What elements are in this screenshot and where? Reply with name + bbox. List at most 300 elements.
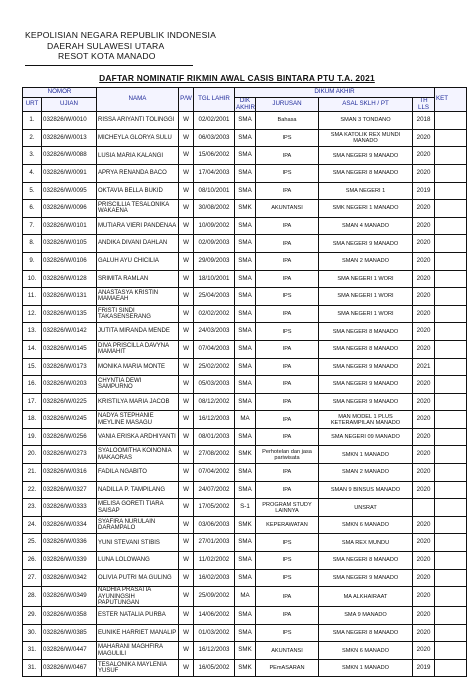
gender-cell: W (179, 624, 194, 642)
school-origin-cell: SMA NEGERI 9 MANADO (319, 569, 413, 587)
school-origin-cell: SMAN 9 BINSUS MANADO (319, 481, 413, 499)
gender-cell: W (179, 252, 194, 270)
exam-number-cell: 032826/W/0225 (42, 393, 97, 411)
row-number-cell: 3. (23, 147, 42, 165)
row-number-cell: 1. (23, 112, 42, 130)
education-level-cell: SMK (235, 446, 256, 464)
remarks-cell (435, 252, 467, 270)
education-level-cell: SMA (235, 217, 256, 235)
row-number-cell: 11. (23, 288, 42, 306)
candidate-name-cell: DIVA PRISCILLA DAVYNA MAMAHIT (97, 340, 179, 358)
exam-number-cell: 032826/W/0145 (42, 340, 97, 358)
gender-cell: W (179, 393, 194, 411)
table-row (23, 552, 467, 570)
remarks-cell (435, 323, 467, 341)
table-row (23, 624, 467, 642)
table-row (23, 305, 467, 323)
exam-number-cell: 032826/W/0203 (42, 376, 97, 394)
exam-number-cell: 032826/W/0333 (42, 499, 97, 517)
gender-cell: W (179, 129, 194, 147)
school-origin-cell: MA ALKHAIRAAT (319, 587, 413, 607)
graduation-year-cell: 2020 (413, 235, 435, 253)
education-level-cell: S-1 (235, 499, 256, 517)
table-row (23, 358, 467, 376)
gender-cell: W (179, 659, 194, 677)
candidate-name-cell: MUTIARA VIERI PANDENAA (97, 217, 179, 235)
birth-date-cell: 06/03/2003 (194, 129, 235, 147)
education-level-cell: SMA (235, 534, 256, 552)
gender-cell: W (179, 340, 194, 358)
major-cell: Bahasa (256, 112, 319, 130)
gender-cell: W (179, 323, 194, 341)
school-origin-cell: SMAN 2 MANADO (319, 252, 413, 270)
school-origin-cell: SMA NEGERI 1 WORI (319, 288, 413, 306)
exam-number-cell: 032826/W/0273 (42, 446, 97, 464)
remarks-cell (435, 393, 467, 411)
school-origin-cell: MAN MODEL 1 PLUS KETERAMPILAN MANADO (319, 411, 413, 429)
header-ket: KET (435, 88, 467, 112)
major-cell: KEPERAWATAN (256, 516, 319, 534)
education-level-cell: SMA (235, 358, 256, 376)
education-level-cell: SMA (235, 147, 256, 165)
gender-cell: W (179, 587, 194, 607)
birth-date-cell: 16/05/2002 (194, 659, 235, 677)
table-row (23, 587, 467, 607)
birth-date-cell: 24/03/2003 (194, 323, 235, 341)
row-number-cell: 10. (23, 270, 42, 288)
candidate-name-cell: CHYNTIA DEWI SAMPURNO (97, 376, 179, 394)
graduation-year-cell (413, 499, 435, 517)
graduation-year-cell: 2020 (413, 464, 435, 482)
education-level-cell: SMA (235, 393, 256, 411)
gender-cell: W (179, 516, 194, 534)
row-number-cell: 18. (23, 411, 42, 429)
school-origin-cell: SMK NEGERI 1 MANADO (319, 200, 413, 218)
candidate-name-cell: NADYA STEPHANIE MEYLINE MASAGU (97, 411, 179, 429)
school-origin-cell: SMKN 1 MANADO (319, 446, 413, 464)
birth-date-cell: 14/06/2002 (194, 607, 235, 625)
candidate-name-cell: APRYA RENANDA BACO (97, 164, 179, 182)
document-title: DAFTAR NOMINATIF RIKMIN AWAL CASIS BINTARA PTU T.A. 2021 (99, 73, 375, 83)
candidate-name-cell: MICHEYLA GLORYA SULU (97, 129, 179, 147)
exam-number-cell: 032826/W/0096 (42, 200, 97, 218)
birth-date-cell: 07/04/2002 (194, 464, 235, 482)
major-cell: IPS (256, 534, 319, 552)
birth-date-cell: 24/07/2002 (194, 481, 235, 499)
education-level-cell: SMA (235, 323, 256, 341)
exam-number-cell: 032826/W/0128 (42, 270, 97, 288)
row-number-cell: 25. (23, 534, 42, 552)
remarks-cell (435, 516, 467, 534)
candidate-name-cell: GALUH AYU CHICILIA (97, 252, 179, 270)
school-origin-cell: SMAN 2 MANADO (319, 464, 413, 482)
header-urt: URT (23, 98, 42, 112)
remarks-cell (435, 305, 467, 323)
remarks-cell (435, 569, 467, 587)
gender-cell: W (179, 217, 194, 235)
gender-cell: W (179, 164, 194, 182)
row-number-cell: 14. (23, 340, 42, 358)
row-number-cell: 29. (23, 607, 42, 625)
school-origin-cell: SMA NEGERI 1 WORI (319, 270, 413, 288)
graduation-year-cell: 2019 (413, 659, 435, 677)
exam-number-cell: 032826/W/0010 (42, 112, 97, 130)
major-cell: IPA (256, 607, 319, 625)
graduation-year-cell: 2019 (413, 182, 435, 200)
candidate-name-cell: LUNA LOLOWANG (97, 552, 179, 570)
exam-number-cell: 032826/W/0135 (42, 305, 97, 323)
candidate-name-cell: ANASTASYA KRISTIN MAMAEAH (97, 288, 179, 306)
school-origin-cell: SMA NEGERI 8 MANADO (319, 552, 413, 570)
birth-date-cell: 07/04/2003 (194, 340, 235, 358)
school-origin-cell: SMAN 4 MANADO (319, 217, 413, 235)
school-origin-cell: SMA NEGERI 1 WORI (319, 305, 413, 323)
candidate-name-cell: YUNI STEVANI STIBIS (97, 534, 179, 552)
candidate-name-cell: OLIVIA PUTRI MA GULING (97, 569, 179, 587)
remarks-cell (435, 340, 467, 358)
header-ujian: UJIAN (42, 98, 97, 112)
remarks-cell (435, 270, 467, 288)
school-origin-cell: SMAN 3 TONDANO (319, 112, 413, 130)
table-row (23, 607, 467, 625)
graduation-year-cell: 2020 (413, 587, 435, 607)
row-number-cell: 13. (23, 323, 42, 341)
major-cell: IPA (256, 182, 319, 200)
letterhead-line-2: DAERAH SULAWESI UTARA (47, 40, 165, 51)
remarks-cell (435, 607, 467, 625)
table-row (23, 376, 467, 394)
table-row (23, 147, 467, 165)
table-row (23, 270, 467, 288)
major-cell: IPS (256, 129, 319, 147)
row-number-cell: 16. (23, 376, 42, 394)
exam-number-cell: 032826/W/0334 (42, 516, 97, 534)
remarks-cell (435, 217, 467, 235)
graduation-year-cell: 2020 (413, 393, 435, 411)
table-body (23, 112, 467, 677)
row-number-cell: 31. (23, 659, 42, 677)
major-cell: IPA (256, 147, 319, 165)
remarks-cell (435, 235, 467, 253)
table-row (23, 200, 467, 218)
remarks-cell (435, 428, 467, 446)
graduation-year-cell: 2020 (413, 534, 435, 552)
major-cell: IPA (256, 358, 319, 376)
table-row (23, 534, 467, 552)
major-cell: IPS (256, 164, 319, 182)
candidate-name-cell: MONIKA MARIA MONTE (97, 358, 179, 376)
education-level-cell: SMA (235, 252, 256, 270)
exam-number-cell: 032826/W/0358 (42, 607, 97, 625)
table-row (23, 164, 467, 182)
birth-date-cell: 27/01/2003 (194, 534, 235, 552)
education-level-cell: MA (235, 587, 256, 607)
remarks-cell (435, 552, 467, 570)
row-number-cell: 22. (23, 481, 42, 499)
birth-date-cell: 18/10/2001 (194, 270, 235, 288)
education-level-cell: MA (235, 411, 256, 429)
exam-number-cell: 032826/W/0327 (42, 481, 97, 499)
row-number-cell: 15. (23, 358, 42, 376)
remarks-cell (435, 534, 467, 552)
header-dikum-akhir: DIKUM AKHIR (235, 88, 435, 98)
birth-date-cell: 25/02/2002 (194, 358, 235, 376)
candidate-name-cell: NADHIA PRASATIA AYUNINGSIH PAPUTUNGAN (97, 587, 179, 607)
table-row (23, 446, 467, 464)
graduation-year-cell: 2020 (413, 288, 435, 306)
exam-number-cell: 032826/W/0245 (42, 411, 97, 429)
row-number-cell: 26. (23, 552, 42, 570)
row-number-cell: 24. (23, 516, 42, 534)
graduation-year-cell: 2020 (413, 569, 435, 587)
table-row (23, 428, 467, 446)
remarks-cell (435, 481, 467, 499)
candidate-name-cell: PRISCILLIA TESALONIKA WAKAENA (97, 200, 179, 218)
birth-date-cell: 05/03/2003 (194, 376, 235, 394)
birth-date-cell: 08/12/2002 (194, 393, 235, 411)
exam-number-cell: 032826/W/0142 (42, 323, 97, 341)
school-origin-cell: SMA NEGERI 1 (319, 182, 413, 200)
candidate-name-cell: JUTITA MIRANDA MENDE (97, 323, 179, 341)
exam-number-cell: 032826/W/0385 (42, 624, 97, 642)
header-nama: NAMA (97, 88, 179, 112)
birth-date-cell: 03/06/2003 (194, 516, 235, 534)
exam-number-cell: 032826/W/0336 (42, 534, 97, 552)
gender-cell: W (179, 411, 194, 429)
row-number-cell: 5. (23, 182, 42, 200)
major-cell: IPS (256, 552, 319, 570)
row-number-cell: 21. (23, 464, 42, 482)
gender-cell: W (179, 147, 194, 165)
education-level-cell: SMA (235, 624, 256, 642)
candidate-name-cell: SYALOOMITHA KOINONIA MAKAORAS (97, 446, 179, 464)
header-tgl-lahir: TGL LAHIR (194, 88, 235, 112)
table-row (23, 659, 467, 677)
table-row (23, 288, 467, 306)
major-cell: IPA (256, 411, 319, 429)
major-cell: IPA (256, 428, 319, 446)
candidate-name-cell: MAHARANI MAGHFIRA MAGULILI (97, 642, 179, 660)
school-origin-cell: SMA NEGERI 9 MANADO (319, 147, 413, 165)
candidate-name-cell: VANIA ERISKA ARDHIYANTI (97, 428, 179, 446)
candidate-name-cell: OKTAVIA BELLA BUKID (97, 182, 179, 200)
graduation-year-cell: 2020 (413, 552, 435, 570)
major-cell: IPA (256, 340, 319, 358)
education-level-cell: SMA (235, 182, 256, 200)
table-row (23, 129, 467, 147)
birth-date-cell: 25/09/2002 (194, 587, 235, 607)
remarks-cell (435, 464, 467, 482)
candidate-name-cell: NADILLA P. TAMPILANG (97, 481, 179, 499)
birth-date-cell: 29/09/2003 (194, 252, 235, 270)
graduation-year-cell: 2020 (413, 200, 435, 218)
exam-number-cell: 032826/W/0342 (42, 569, 97, 587)
school-origin-cell: SMKN 6 MANADO (319, 516, 413, 534)
exam-number-cell: 032826/W/0101 (42, 217, 97, 235)
birth-date-cell: 02/02/2002 (194, 305, 235, 323)
exam-number-cell: 032826/W/0105 (42, 235, 97, 253)
birth-date-cell: 15/06/2002 (194, 147, 235, 165)
gender-cell: W (179, 235, 194, 253)
school-origin-cell: SMA NEGERI 9 MANADO (319, 235, 413, 253)
gender-cell: W (179, 270, 194, 288)
graduation-year-cell: 2020 (413, 607, 435, 625)
graduation-year-cell: 2020 (413, 147, 435, 165)
graduation-year-cell: 2020 (413, 642, 435, 660)
education-level-cell: SMK (235, 659, 256, 677)
exam-number-cell: 032826/W/0095 (42, 182, 97, 200)
education-level-cell: SMA (235, 270, 256, 288)
table-row (23, 642, 467, 660)
remarks-cell (435, 200, 467, 218)
table-header-row-2 (23, 98, 467, 112)
gender-cell: W (179, 305, 194, 323)
exam-number-cell: 032826/W/0316 (42, 464, 97, 482)
letterhead-line-1: KEPOLISIAN NEGARA REPUBLIK INDONESIA (25, 30, 217, 40)
birth-date-cell: 30/08/2002 (194, 200, 235, 218)
education-level-cell: SMA (235, 428, 256, 446)
birth-date-cell: 11/02/2002 (194, 552, 235, 570)
gender-cell: W (179, 607, 194, 625)
exam-number-cell: 032826/W/0131 (42, 288, 97, 306)
graduation-year-cell: 2020 (413, 516, 435, 534)
education-level-cell: SMA (235, 288, 256, 306)
school-origin-cell: UNSRAT (319, 499, 413, 517)
header-dik-akhir: DIK AKHIR (236, 97, 255, 111)
row-number-cell: 7. (23, 217, 42, 235)
school-origin-cell: SMA REX MUNDU (319, 534, 413, 552)
birth-date-cell: 16/02/2003 (194, 569, 235, 587)
table-row (23, 516, 467, 534)
major-cell: AKUNTANSI (256, 642, 319, 660)
table-row (23, 252, 467, 270)
birth-date-cell: 10/09/2002 (194, 217, 235, 235)
graduation-year-cell: 2020 (413, 217, 435, 235)
remarks-cell (435, 624, 467, 642)
exam-number-cell: 032826/W/0339 (42, 552, 97, 570)
remarks-cell (435, 147, 467, 165)
candidate-name-cell: TESALONIKA MAYLENIA YUSUF (97, 659, 179, 677)
gender-cell: W (179, 464, 194, 482)
table-row (23, 481, 467, 499)
remarks-cell (435, 587, 467, 607)
graduation-year-cell: 2020 (413, 129, 435, 147)
birth-date-cell: 16/12/2003 (194, 642, 235, 660)
gender-cell: W (179, 182, 194, 200)
education-level-cell: SMA (235, 607, 256, 625)
birth-date-cell: 08/10/2001 (194, 182, 235, 200)
exam-number-cell: 032826/W/0013 (42, 129, 97, 147)
major-cell: IPS (256, 288, 319, 306)
exam-number-cell: 032826/W/0106 (42, 252, 97, 270)
graduation-year-cell: 2020 (413, 164, 435, 182)
graduation-year-cell: 2020 (413, 323, 435, 341)
education-level-cell: SMA (235, 112, 256, 130)
remarks-cell (435, 164, 467, 182)
birth-date-cell: 01/03/2002 (194, 624, 235, 642)
education-level-cell: SMA (235, 464, 256, 482)
education-level-cell: SMA (235, 569, 256, 587)
school-origin-cell: SMA KATOLIK REX MUNDI MANADO (319, 129, 413, 147)
birth-date-cell: 17/05/2002 (194, 499, 235, 517)
row-number-cell: 9. (23, 252, 42, 270)
school-origin-cell: SMA NEGERI 8 MANADO (319, 624, 413, 642)
major-cell: IPA (256, 252, 319, 270)
remarks-cell (435, 129, 467, 147)
gender-cell: W (179, 552, 194, 570)
major-cell: IPS (256, 323, 319, 341)
remarks-cell (435, 642, 467, 660)
candidate-name-cell: MELISA GORETI TIARA SAISAP (97, 499, 179, 517)
letterhead-underline (25, 65, 193, 66)
row-number-cell: 4. (23, 164, 42, 182)
school-origin-cell: SMKN 1 MANADO (319, 659, 413, 677)
school-origin-cell: SMA NEGERI 9 MANADO (319, 393, 413, 411)
row-number-cell: 23. (23, 499, 42, 517)
graduation-year-cell: 2018 (413, 112, 435, 130)
school-origin-cell: SMA NEGERI 8 MANADO (319, 340, 413, 358)
birth-date-cell: 17/04/2003 (194, 164, 235, 182)
remarks-cell (435, 499, 467, 517)
birth-date-cell: 02/09/2003 (194, 235, 235, 253)
header-pw: P/W (179, 88, 194, 112)
education-level-cell: SMA (235, 129, 256, 147)
major-cell: IPA (256, 393, 319, 411)
major-cell: IPS (256, 624, 319, 642)
table-row (23, 464, 467, 482)
education-level-cell: SMA (235, 552, 256, 570)
major-cell: IPA (256, 587, 319, 607)
gender-cell: W (179, 112, 194, 130)
candidate-name-cell: EUNIKE HARRIET MANALIP (97, 624, 179, 642)
candidate-name-cell: FADILA NGABITO (97, 464, 179, 482)
row-number-cell: 2. (23, 129, 42, 147)
row-number-cell: 17. (23, 393, 42, 411)
remarks-cell (435, 659, 467, 677)
graduation-year-cell: 2020 (413, 305, 435, 323)
birth-date-cell: 27/08/2002 (194, 446, 235, 464)
table-row (23, 112, 467, 130)
major-cell: PEmASARAN (256, 659, 319, 677)
nominative-table (22, 87, 467, 677)
exam-number-cell: 032826/W/0447 (42, 642, 97, 660)
major-cell: IPA (256, 464, 319, 482)
education-level-cell: SMK (235, 516, 256, 534)
graduation-year-cell: 2020 (413, 624, 435, 642)
candidate-name-cell: ESTER NATALIA PURBA (97, 607, 179, 625)
graduation-year-cell: 2020 (413, 376, 435, 394)
school-origin-cell: SMKN 6 MANADO (319, 642, 413, 660)
school-origin-cell: SMA NEGERI 9 MANADO (319, 376, 413, 394)
header-th-lls: TH LLS (413, 98, 435, 112)
exam-number-cell: 032826/W/0173 (42, 358, 97, 376)
major-cell: IPA (256, 481, 319, 499)
row-number-cell: 31. (23, 642, 42, 660)
education-level-cell: SMA (235, 164, 256, 182)
table-row (23, 235, 467, 253)
major-cell: IPA (256, 235, 319, 253)
table-row (23, 340, 467, 358)
gender-cell: W (179, 446, 194, 464)
education-level-cell: SMA (235, 305, 256, 323)
candidate-name-cell: SYAFIRA NURULAIN DARAMPALO (97, 516, 179, 534)
header-asal-sekolah: ASAL SKLH / PT (319, 98, 413, 112)
remarks-cell (435, 446, 467, 464)
candidate-name-cell: KRISTILYA MARIA JACOB (97, 393, 179, 411)
exam-number-cell: 032826/W/0349 (42, 587, 97, 607)
school-origin-cell: SMA NEGERI 9 MANADO (319, 358, 413, 376)
table-row (23, 499, 467, 517)
